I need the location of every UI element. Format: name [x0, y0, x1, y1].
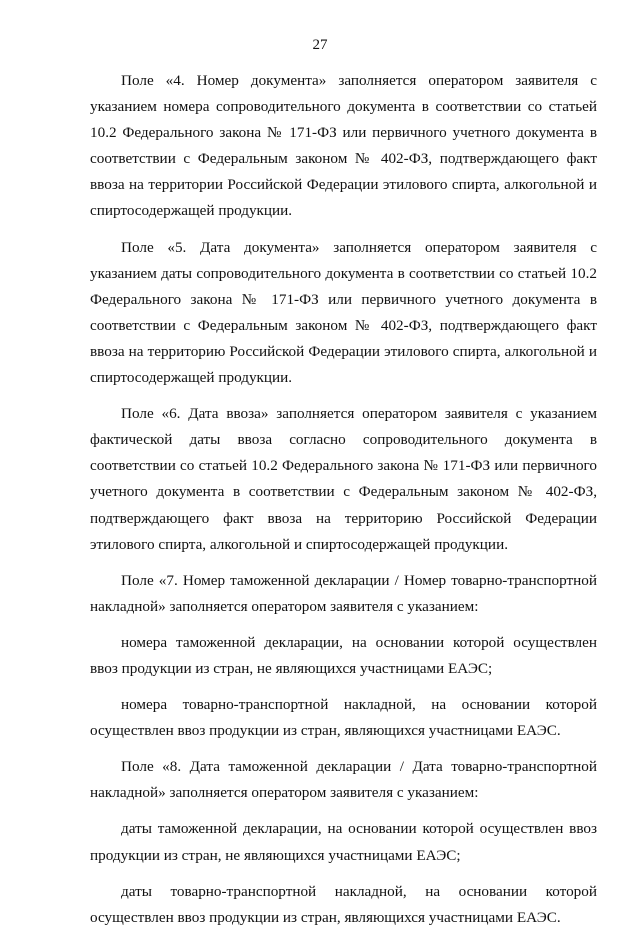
paragraph-field-7-waybill-number: номера товарно-транспортной накладной, на основании которой осуществлен ввоз продукции из стран, являющихся участницами ЕАЭС. [90, 696, 597, 740]
paragraph-field-8-waybill-date: даты товарно-транспортной накладной, на основании которой осуществлен ввоз продукции из стран, являющихся участницами ЕАЭС. [90, 882, 597, 926]
page-number: 27 [312, 37, 328, 53]
paragraph-field-7: Поле «7. Номер таможенной декларации / Номер товарно-транспортной накладной» заполняется оператором заявителя с указанием: [90, 571, 597, 615]
document-body [90, 68, 597, 931]
paragraph-field-8-customs-date: даты таможенной декларации, на основании которой осуществлен ввоз продукции из стран, не являющихся участницами ЕАЭС; [90, 820, 597, 864]
paragraph-field-4: Поле «4. Номер документа» заполняется оператором заявителя с указанием номера сопроводительного документа в соответствии со статьей 10.2 Федерального закона № 171-ФЗ или первичного учетного документа в соответствии с Федеральным законом № 402-ФЗ, подтверждающего факт ввоза на территории Российской Федерации этилового спирта, алкогольной и спиртосодержащей продукции. [90, 72, 597, 220]
paragraph-field-8: Поле «8. Дата таможенной декларации / Дата товарно-транспортной накладной» заполняется оператором заявителя с указанием: [90, 758, 597, 802]
paragraph-field-6: Поле «6. Дата ввоза» заполняется оператором заявителя с указанием фактической даты ввоза согласно сопроводительного документа в соответствии со статьей 10.2 Федерального закона № 171-ФЗ или первичного учетного документа в соответствии с Федеральным законом № 402-ФЗ, подтверждающего факт ввоза на территорию Российской Федерации этилового спирта, алкогольной и спиртосодержащей продукции. [90, 405, 597, 553]
paragraph-field-7-customs-number: номера таможенной декларации, на основании которой осуществлен ввоз продукции из стран, не являющихся участницами ЕАЭС; [90, 633, 597, 677]
paragraph-field-5: Поле «5. Дата документа» заполняется оператором заявителя с указанием даты сопроводительного документа в соответствии со статьей 10.2 Федерального закона № 171-ФЗ или первичного учетного документа в соответствии с Федеральным законом № 402-ФЗ, подтверждающего факт ввоза на территорию Российской Федерации этилового спирта, алкогольной и спиртосодержащей продукции. [90, 238, 597, 387]
